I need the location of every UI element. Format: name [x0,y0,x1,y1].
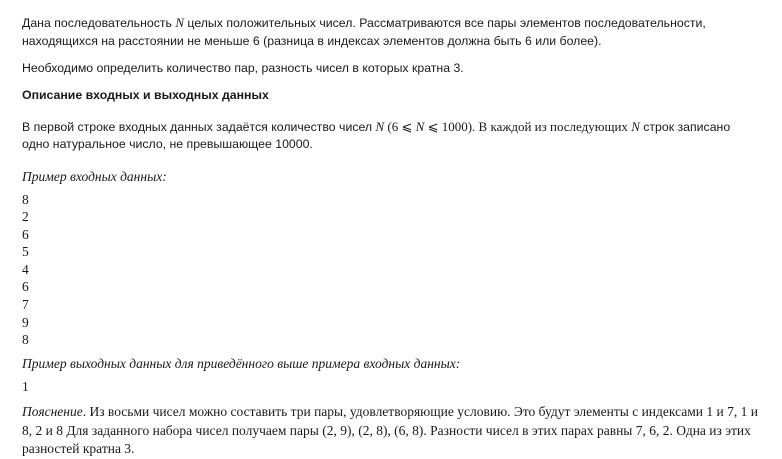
problem-goal-paragraph: Необходимо определить количество пар, разность чисел в которых кратна 3. [22,61,464,75]
input-example-values [22,191,760,349]
explanation-lead: Пояснение [22,404,83,420]
input-value-8: 8 [22,332,29,348]
io-description-part1: В первой строке входных данных задаётся количество чисел [22,119,376,134]
input-value-5: 6 [22,279,29,295]
input-value-2: 6 [22,226,29,242]
io-description-part4: строк [639,119,675,134]
variable-n-2: N [415,118,425,134]
problem-statement-line1-after-var: целых положительных чисел. Рассматриваются все пары элементов последовательности, [184,16,706,30]
input-value-4: 4 [22,261,29,277]
io-description-paragraph [22,118,760,154]
variable-n-1: N [375,118,385,134]
input-value-0: 8 [22,191,29,207]
problem-statement-line1-before-var: Дана последовательность [22,16,176,30]
problem-statement-paragraph [22,14,760,50]
io-description-part2: (6 ⩽ [384,118,416,134]
variable-n-3: N [631,118,640,134]
explanation-paragraph [22,403,760,459]
io-description-part5: записано одно натуральное число, не превышающее 10000. [22,119,731,151]
io-description-part3: ⩽ 1000). В каждой из последующих [424,118,632,134]
explanation-text: . Из восьми чисел можно составить три пары, удовлетворяющие условию. Это будут элементы с индексами 1 и 7, 1 и 8, 2 и 8 Для заданного набора чисел получаем пары (2, 9), (2, 8), (6, 8). Разности чисел в этих парах равны 7, 6, 2. Одна из этих разностей кратна 3. [22,404,758,457]
input-value-7: 9 [22,314,29,330]
input-value-6: 7 [22,297,29,313]
problem-statement-line2: находящихся на расстоянии не меньше 6 (разница в индексах элементов должна быть 6 или более). [22,33,602,48]
output-example-value: 1 [22,378,29,394]
section-heading-io: Описание входных и выходных данных [22,87,269,102]
input-value-3: 5 [22,244,29,260]
input-example-label: Пример входных данных: [22,168,167,184]
output-example-label: Пример выходных данных для приведённого выше примера входных данных: [22,355,461,371]
input-value-1: 2 [22,209,29,225]
variable-n: N [175,15,184,30]
